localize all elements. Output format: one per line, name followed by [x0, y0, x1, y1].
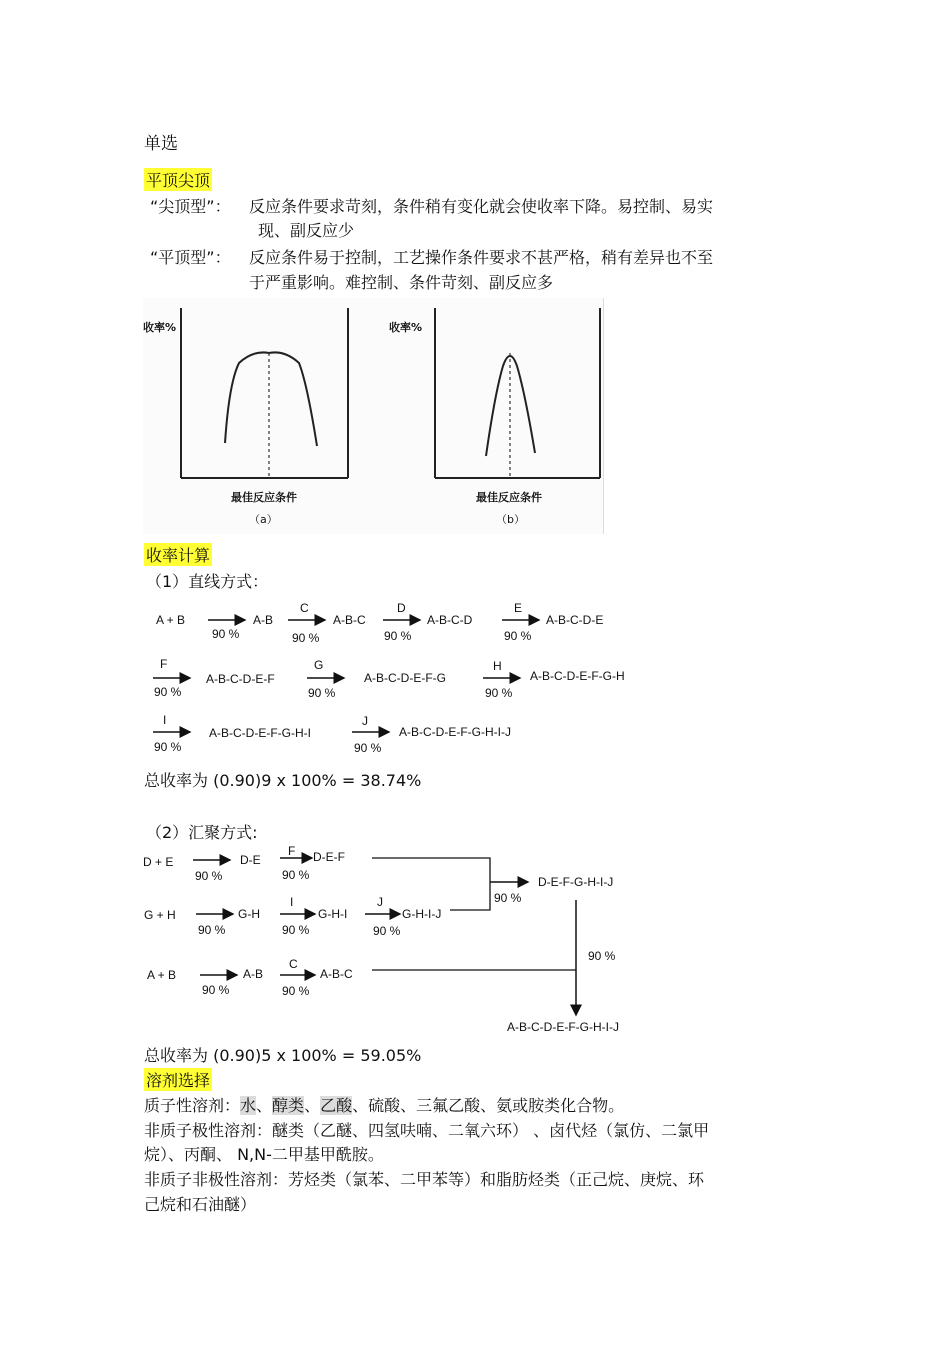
flat-text-line2: 于严重影响。难控制、条件苛刻、副反应多	[249, 273, 554, 292]
linear-reagent-e: E	[514, 601, 523, 615]
linear-reagent-j: J	[362, 714, 368, 728]
conv-pct-ghi: 90 %	[282, 923, 310, 937]
panel-a-caption: （a）	[249, 513, 278, 526]
panel-b-xlabel: 最佳反应条件	[476, 491, 542, 504]
linear-p7: A-B-C-D-E-F-G-H	[530, 669, 625, 683]
linear-reagent-d: D	[397, 601, 406, 615]
conv-gh: G-H	[238, 907, 260, 921]
conv-bracket-upper	[372, 858, 490, 910]
linear-reagent-g: G	[314, 658, 324, 672]
linear-pct-6: 90 %	[308, 686, 336, 700]
conv-final: A-B-C-D-E-F-G-H-I-J	[507, 1020, 619, 1034]
panel-a-xlabel: 最佳反应条件	[231, 491, 297, 504]
conv-pct-final: 90 %	[588, 949, 616, 963]
conv-reagent-j: J	[377, 895, 383, 909]
linear-reagent-h: H	[493, 659, 502, 673]
conv-def: D-E-F	[313, 850, 345, 864]
conv-reagent-c: C	[289, 957, 298, 971]
flat-text-line1: 反应条件易于控制，工艺操作条件要求不甚严格，稍有差异也不至	[249, 248, 714, 267]
conv-pct-abc: 90 %	[282, 984, 310, 998]
linear-reagent-c: C	[300, 601, 309, 615]
conv-ghij: G-H-I-J	[402, 907, 442, 921]
aprotic-nonpolar-line2: 己烷和石油醚）	[144, 1195, 257, 1214]
protic-rest: 硫酸、三氟乙酸、氨或胺类化合物。	[368, 1096, 625, 1115]
linear-p2: A-B-C	[333, 613, 366, 627]
conv-de: D-E	[240, 853, 261, 867]
flat-label: “平顶型”：	[150, 248, 231, 267]
aprotic-polar-line2: 烷）、丙酮、 N,N-二甲基甲酰胺。	[144, 1145, 384, 1164]
linear-pct-1: 90 %	[212, 627, 240, 641]
linear-pct-4: 90 %	[504, 629, 532, 643]
conv-pct-def: 90 %	[282, 868, 310, 882]
conv-abc: A-B-C	[320, 967, 353, 981]
protic-item-alcohols: 醇类	[272, 1096, 305, 1115]
conv-total: 总收率为 (0.90)5 x 100% = 59.05%	[144, 1046, 422, 1065]
conv-merge1: D-E-F-G-H-I-J	[538, 875, 614, 889]
panel-a-ylabel: 收率%	[143, 321, 177, 334]
conv-pct-ab: 90 %	[202, 983, 230, 997]
conv-pct-gh: 90 %	[198, 923, 226, 937]
protic-item-water: 水	[240, 1096, 257, 1115]
linear-p6: A-B-C-D-E-F-G	[364, 671, 446, 685]
linear-p5: A-B-C-D-E-F	[206, 672, 275, 686]
protic-item-acetic-acid: 乙酸	[320, 1096, 353, 1115]
linear-reagent-i: I	[163, 713, 167, 727]
conv-pct-merge1: 90 %	[494, 891, 522, 905]
linear-pct-3: 90 %	[384, 629, 412, 643]
linear-p9: A-B-C-D-E-F-G-H-I-J	[399, 725, 511, 739]
linear-title: （1）直线方式：	[146, 572, 269, 591]
sharp-label: “尖顶型”：	[150, 197, 231, 216]
linear-pct-2: 90 %	[292, 631, 320, 645]
section-title-peak: 平顶尖顶	[144, 168, 212, 191]
linear-p3: A-B-C-D	[427, 613, 473, 627]
conv-ghi: G-H-I	[318, 907, 348, 921]
panel-b-caption: （b）	[496, 513, 525, 526]
section-title-yield: 收率计算	[144, 543, 212, 566]
linear-p8: A-B-C-D-E-F-G-H-I	[209, 726, 311, 740]
page-heading: 单选	[144, 134, 178, 154]
linear-start: A + B	[156, 613, 186, 627]
protic-line: 质子性溶剂：水、醇类、乙酸、硫酸、三氟乙酸、氨或胺类化合物。	[144, 1096, 625, 1115]
section-title-solvent: 溶剂选择	[144, 1068, 212, 1091]
conv-pct-de: 90 %	[195, 869, 223, 883]
linear-total: 总收率为 (0.90)9 x 100% = 38.74%	[144, 771, 422, 790]
conv-reagent-i: I	[290, 895, 294, 909]
conv-de-start: D + E	[143, 855, 174, 869]
linear-pct-7: 90 %	[485, 686, 513, 700]
linear-pct-8: 90 %	[154, 740, 182, 754]
conv-title: （2）汇聚方式:	[146, 823, 258, 842]
linear-p1: A-B	[253, 613, 274, 627]
aprotic-nonpolar-line1: 非质子非极性溶剂：芳烃类（氯苯、二甲苯等）和脂肪烃类（正己烷、庚烷、环	[144, 1170, 705, 1189]
linear-reagent-f: F	[160, 657, 168, 671]
linear-p4: A-B-C-D-E	[546, 613, 604, 627]
conv-gh-start: G + H	[144, 908, 176, 922]
panel-b-ylabel: 收率%	[389, 321, 423, 334]
protic-label: 质子性溶剂：	[144, 1096, 241, 1115]
aprotic-polar-line1: 非质子极性溶剂：醚类（乙醚、四氢呋喃、二氧六环） 、卤代烃（氯仿、二氯甲	[144, 1121, 710, 1140]
sharp-text-line2: 现、副反应少	[258, 221, 355, 240]
linear-pct-5: 90 %	[154, 685, 182, 699]
linear-pct-9: 90 %	[354, 741, 382, 755]
conv-reagent-f: F	[288, 844, 296, 858]
conv-pct-ghij: 90 %	[373, 924, 401, 938]
conv-ab: A-B	[243, 967, 264, 981]
sharp-text-line1: 反应条件要求苛刻，条件稍有变化就会使收率下降。易控制、易实	[249, 197, 714, 216]
conv-ab-start: A + B	[147, 968, 177, 982]
